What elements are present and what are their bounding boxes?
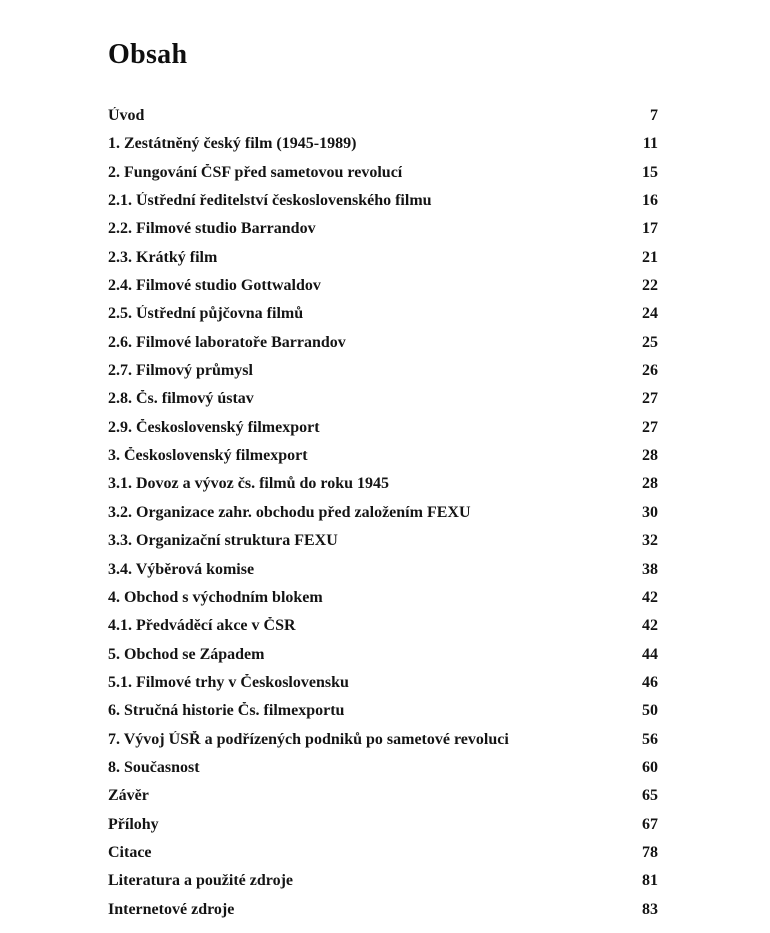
- toc-entry-label: 3.1. Dovoz a vývoz čs. filmů do roku 1945: [108, 475, 390, 493]
- toc-entry: [108, 277, 658, 305]
- toc-entry-label: 2.6. Filmové laboratoře Barrandov: [108, 333, 346, 351]
- toc-entry-label: 5. Obchod se Západem: [108, 645, 265, 663]
- toc-entry-label: 3.4. Výběrová komise: [108, 560, 255, 578]
- toc-entry: [108, 390, 658, 418]
- toc-entry-label: 6. Stručná historie Čs. filmexportu: [108, 702, 345, 720]
- toc-entry-page-number: 22: [642, 277, 658, 295]
- toc-entry: [108, 872, 658, 900]
- toc-entry-page-number: 16: [642, 192, 658, 210]
- toc-entry-page-number: 30: [642, 503, 658, 521]
- toc-entry-label: 2.8. Čs. filmový ústav: [108, 390, 254, 408]
- toc-entry: [108, 164, 658, 192]
- toc-entry: [108, 561, 658, 589]
- toc-entry: [108, 107, 658, 135]
- toc-entry-page-number: 67: [642, 815, 658, 833]
- toc-entry-label: 4.1. Předváděcí akce v ČSR: [108, 617, 296, 635]
- toc-entry: [108, 731, 658, 759]
- toc-entry: [108, 816, 658, 844]
- toc-entry-page-number: 15: [642, 163, 658, 181]
- toc-entry-label: 3.3. Organizační struktura FEXU: [108, 532, 338, 550]
- toc-entry-page-number: 60: [642, 758, 658, 776]
- toc-entry-label: 7. Vývoj ÚSŘ a podřízených podniků po sametové revoluci: [108, 730, 509, 748]
- toc-entry-page-number: 56: [642, 730, 658, 748]
- toc-entry: [108, 844, 658, 872]
- toc-entry: [108, 447, 658, 475]
- toc-entry-label: 2. Fungování ČSF před sametovou revolucí: [108, 163, 403, 181]
- toc-entry: [108, 334, 658, 362]
- toc-entry: [108, 646, 658, 674]
- toc-entry-label: 4. Obchod s východním blokem: [108, 588, 323, 606]
- toc-entry-page-number: 21: [642, 248, 658, 266]
- toc-entry-page-number: 26: [642, 362, 658, 380]
- toc-entry-label: Úvod: [108, 107, 145, 124]
- page-title: Obsah: [108, 39, 188, 70]
- toc-entry-label: Internetové zdroje: [108, 900, 235, 918]
- toc-entry-page-number: 38: [642, 560, 658, 578]
- toc-entry-label: 1. Zestátněný český film (1945-1989): [108, 135, 357, 153]
- toc-entry-page-number: 11: [642, 135, 658, 153]
- toc-entry-page-number: 24: [642, 305, 658, 323]
- toc-entry-label: Přílohy: [108, 815, 159, 833]
- toc-entry-page-number: 81: [642, 872, 658, 890]
- toc-entry: [108, 362, 658, 390]
- toc-entry-label: 2.1. Ústřední ředitelství československého filmu: [108, 192, 432, 210]
- toc-entry-label: Závěr: [108, 787, 149, 805]
- toc-entry-page-number: 50: [642, 702, 658, 720]
- toc-entry-page-number: 27: [642, 390, 658, 408]
- toc-entry: [108, 787, 658, 815]
- toc-entry: [108, 759, 658, 787]
- toc-entry-label: 2.7. Filmový průmysl: [108, 362, 253, 380]
- toc-list: [108, 107, 658, 929]
- toc-entry-page-number: 46: [642, 673, 658, 691]
- toc-entry: [108, 419, 658, 447]
- toc-entry: [108, 135, 658, 163]
- toc-entry-label: 8. Současnost: [108, 758, 200, 776]
- toc-entry-page-number: 44: [642, 645, 658, 663]
- toc-entry: [108, 249, 658, 277]
- toc-entry-label: 3. Československý filmexport: [108, 447, 308, 465]
- toc-entry: [108, 702, 658, 730]
- toc-entry-page-number: 17: [642, 220, 658, 238]
- toc-entry-label: 2.5. Ústřední půjčovna filmů: [108, 305, 304, 323]
- toc-entry-page-number: 78: [642, 843, 658, 861]
- toc-entry: [108, 901, 658, 929]
- toc-entry: [108, 532, 658, 560]
- toc-entry-label: 2.2. Filmové studio Barrandov: [108, 220, 316, 238]
- toc-entry-page-number: 42: [642, 588, 658, 606]
- toc-entry-page-number: 32: [642, 532, 658, 550]
- toc-entry: [108, 674, 658, 702]
- toc-entry: [108, 589, 658, 617]
- toc-entry-page-number: 7: [650, 107, 658, 124]
- toc-entry-page-number: 25: [642, 333, 658, 351]
- toc-entry-page-number: 28: [642, 447, 658, 465]
- toc-entry: [108, 220, 658, 248]
- toc-entry-label: 5.1. Filmové trhy v Československu: [108, 673, 349, 691]
- toc-entry-page-number: 83: [642, 900, 658, 918]
- toc-entry-label: Citace: [108, 843, 152, 861]
- toc-entry-label: 2.4. Filmové studio Gottwaldov: [108, 277, 321, 295]
- toc-entry: [108, 192, 658, 220]
- toc-entry-label: 2.9. Československý filmexport: [108, 418, 320, 436]
- toc-entry-page-number: 65: [642, 787, 658, 805]
- toc-entry-page-number: 28: [642, 475, 658, 493]
- toc-entry: [108, 504, 658, 532]
- toc-entry: [108, 475, 658, 503]
- toc-entry-label: 3.2. Organizace zahr. obchodu před založením FEXU: [108, 503, 471, 521]
- toc-entry: [108, 617, 658, 645]
- toc-entry-page-number: 42: [642, 617, 658, 635]
- toc-entry: [108, 305, 658, 333]
- toc-entry-label: Literatura a použité zdroje: [108, 872, 293, 890]
- toc-entry-label: 2.3. Krátký film: [108, 248, 218, 266]
- toc-entry-page-number: 27: [642, 418, 658, 436]
